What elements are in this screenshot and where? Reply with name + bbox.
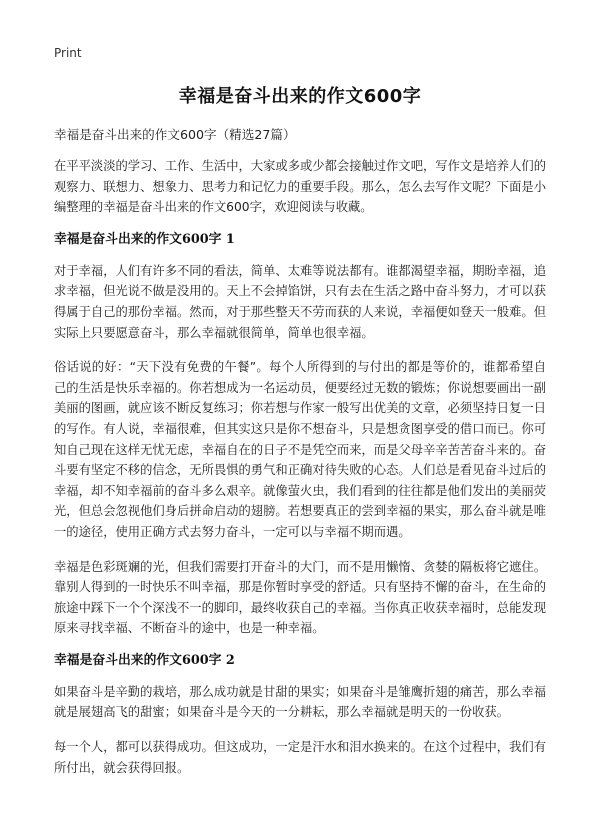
section-2-paragraph-2: 每一个人，都可以获得成功。但这成功，一定是汗水和泪水换来的。在这个过程中，我们有所付出，就会获得回报。: [54, 740, 546, 775]
section-1-paragraph-2: 俗话说的好：“天下没有免费的午餐”。每个人所得到的与付出的都是等价的，谁都希望自己的生活是快乐幸福的。你若想成为一名运动员，便要经过无数的锻炼；你说想要画出一副美丽的图画，就应该不断反复练习；你若想与作家一般写出优美的文章，必须坚持日复一日的写作。有人说，幸福很难，但其实这只是你不想奋斗，只是想贪图享受的借口而已。你可知自己现在这样无忧无虑，幸福自在的日子不是凭空而来，而是父母辛辛苦苦奋斗来的。奋斗要有坚定不移的信念，无所畏惧的勇气和正确对待失败的心态。人们总是看见奋斗过后的幸福，却不知幸福前的奋斗多么艰辛。就像萤火虫，我们看到的往往都是他们发出的美丽荧光，但总会忽视他们身后拼命启动的翅膀。若想要真正的尝到幸福的果实，那么奋斗就是唯一的途径，使用正确方式去努力奋斗，一定可以与幸福不期而遇。: [54, 360, 546, 539]
intro-paragraph: 在平平淡淡的学习、工作、生活中，大家或多或少都会接触过作文吧，写作文是培养人们的观察力、联想力、想象力、思考力和记忆力的重要手段。那么，怎么去写作文呢？下面是小编整理的幸福是奋斗出来的作文600字，欢迎阅读与收藏。: [54, 159, 546, 215]
print-link[interactable]: Print: [54, 46, 82, 60]
section-1-paragraph-1: 对于幸福，人们有许多不同的看法，简单、太难等说法都有。谁都渴望幸福，期盼幸福，追求幸福，但光说不做是没用的。天上不会掉馅饼，只有去在生活之路中奋斗努力，才可以获得属于自己的那份幸福。然而，对于那些整天不劳而获的人来说，幸福便如登天一般难。但实际上只要愿意奋斗，那么幸福就很简单，简单也很幸福。: [54, 263, 546, 340]
section-1-paragraph-3: 幸福是色彩斑斓的光，但我们需要打开奋斗的大门，而不是用懒惰、贪婪的隔板将它遮住。靠别人得到的一时快乐不叫幸福，那是你暂时享受的舒适。只有坚持不懈的奋斗，在生命的旅途中踩下一个个深浅不一的脚印，最终收获自己的幸福。当你真正收获幸福时，总能发现原来寻找幸福、不断奋斗的途中，也是一种幸福。: [54, 559, 546, 636]
document-subtitle: 幸福是奋斗出来的作文600字（精选27篇）: [54, 127, 296, 142]
section-2-paragraph-1: 如果奋斗是辛勤的栽培，那么成功就是甘甜的果实；如果奋斗是雏鹰折翅的痛苦，那么幸福就是展翅高飞的甜蜜；如果奋斗是今天的一分耕耘，那么幸福就是明天的一份收获。: [54, 684, 546, 720]
page-title: 幸福是奋斗出来的作文600字: [178, 86, 422, 107]
section-heading-2: 幸福是奋斗出来的作文600字 2: [54, 652, 235, 668]
section-heading-1: 幸福是奋斗出来的作文600字 1: [54, 231, 235, 247]
